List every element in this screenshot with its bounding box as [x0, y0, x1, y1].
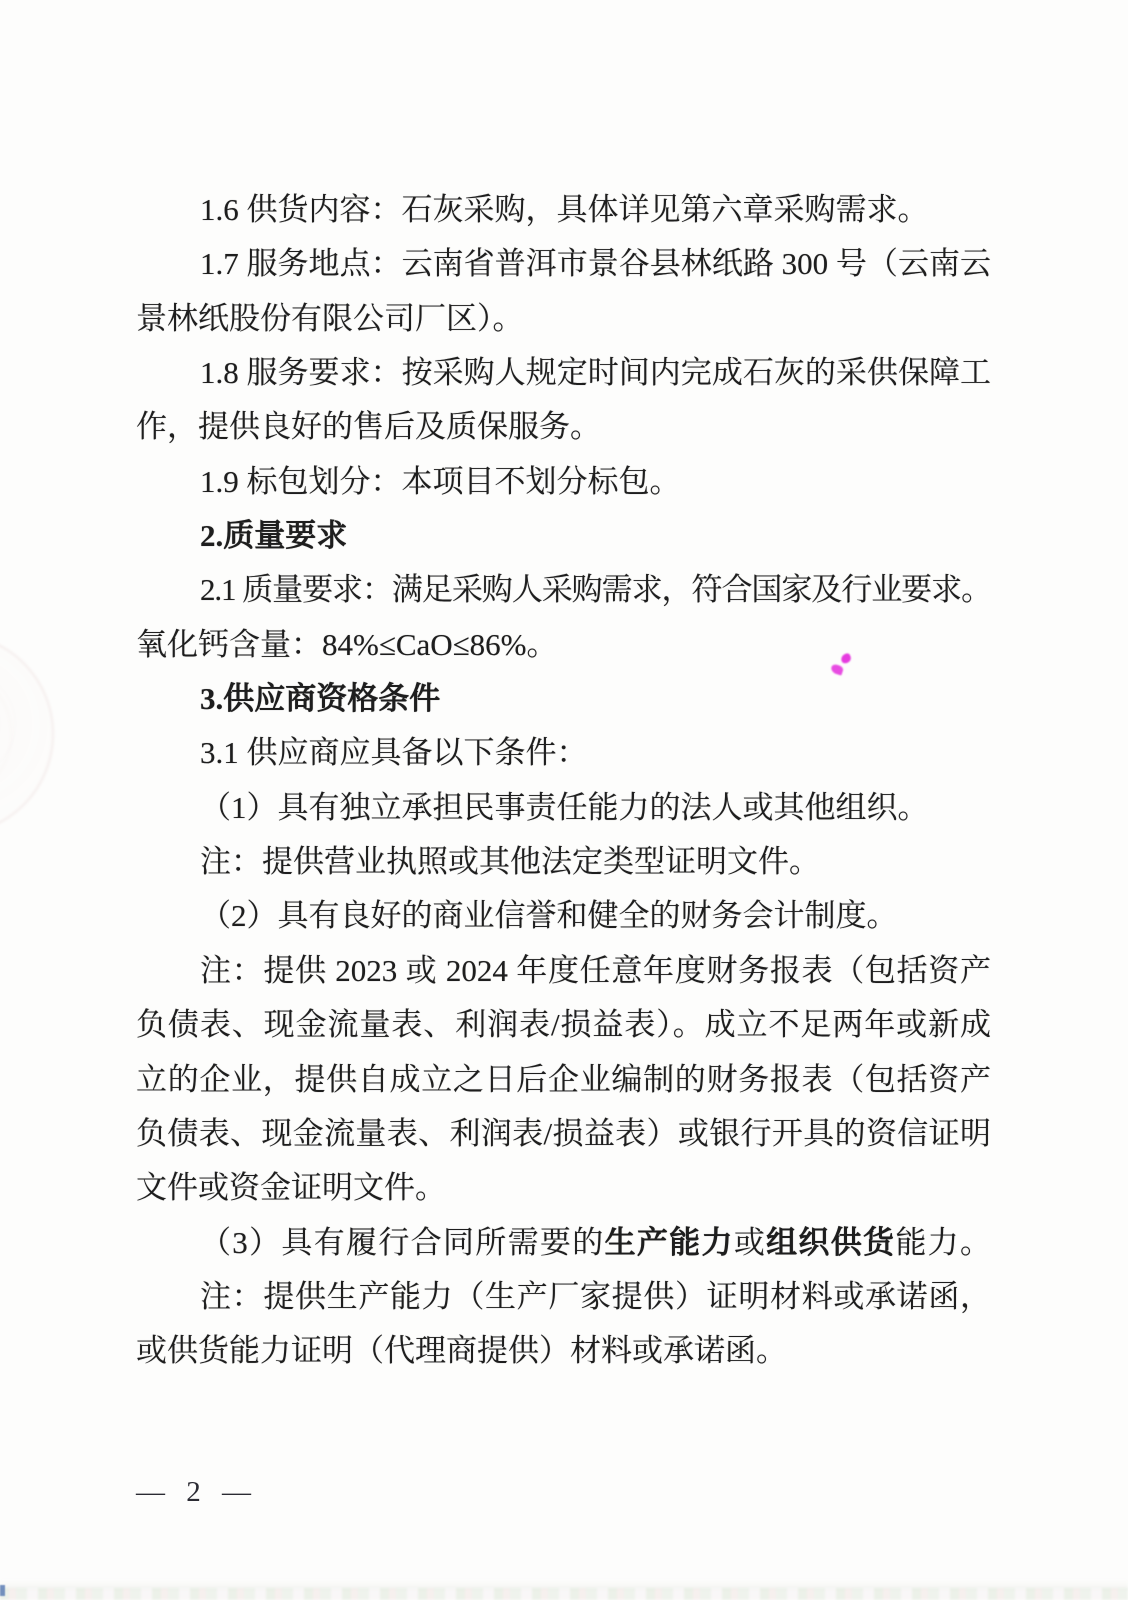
- text-line: 氧化钙含量：84%≤CaO≤86%。: [136, 626, 558, 662]
- text-line: 1.7 服务地点：云南省普洱市景谷县林纸路 300 号（云南云: [200, 246, 991, 282]
- text-line: 文件或资金证明文件。: [136, 1170, 446, 1206]
- text-line: （1）具有独立承担民事责任能力的法人或其他组织。: [200, 789, 929, 825]
- text-line: 作，提供良好的售后及质保服务。: [136, 409, 601, 445]
- scan-corner-artifact: [0, 1585, 5, 1596]
- text-line: 3.供应商资格条件: [200, 681, 441, 717]
- text-line: 1.9 标包划分：本项目不划分标包。: [200, 463, 681, 499]
- text-line: 2.质量要求: [200, 518, 348, 554]
- page-number: — 2 —: [136, 1476, 258, 1508]
- text-line: 注：提供生产能力（生产厂家提供）证明材料或承诺函，: [200, 1278, 991, 1314]
- text-line: 立的企业，提供自成立之日后企业编制的财务报表（包括资产: [136, 1061, 991, 1097]
- text-line: （2）具有良好的商业信誉和健全的财务会计制度。: [200, 898, 898, 934]
- document-text: [136, 183, 991, 1379]
- text-line: 负债表、现金流量表、利润表/损益表）或银行开具的资信证明: [136, 1115, 991, 1151]
- scan-edge-noise: [0, 1588, 1128, 1600]
- text-line: 或供货能力证明（代理商提供）材料或承诺函。: [136, 1333, 787, 1369]
- text-line: 1.6 供货内容：石灰采购，具体详见第六章采购需求。: [200, 192, 929, 227]
- text-line: 2.1 质量要求：满足采购人采购需求，符合国家及行业要求。: [200, 572, 991, 608]
- text-line: 1.8 服务要求：按采购人规定时间内完成石灰的采供保障工: [200, 355, 991, 391]
- text-line: 景林纸股份有限公司厂区）。: [136, 300, 524, 336]
- text-line: （3）具有履行合同所需要的生产能力或组织供货能力。: [200, 1224, 991, 1260]
- text-line: 3.1 供应商应具备以下条件：: [200, 735, 588, 771]
- text-line: 负债表、现金流量表、利润表/损益表）。成立不足两年或新成: [136, 1007, 991, 1043]
- text-line: 注：提供营业执照或其他法定类型证明文件。: [200, 844, 820, 880]
- text-line: 注：提供 2023 或 2024 年度任意年度财务报表（包括资产: [200, 952, 991, 988]
